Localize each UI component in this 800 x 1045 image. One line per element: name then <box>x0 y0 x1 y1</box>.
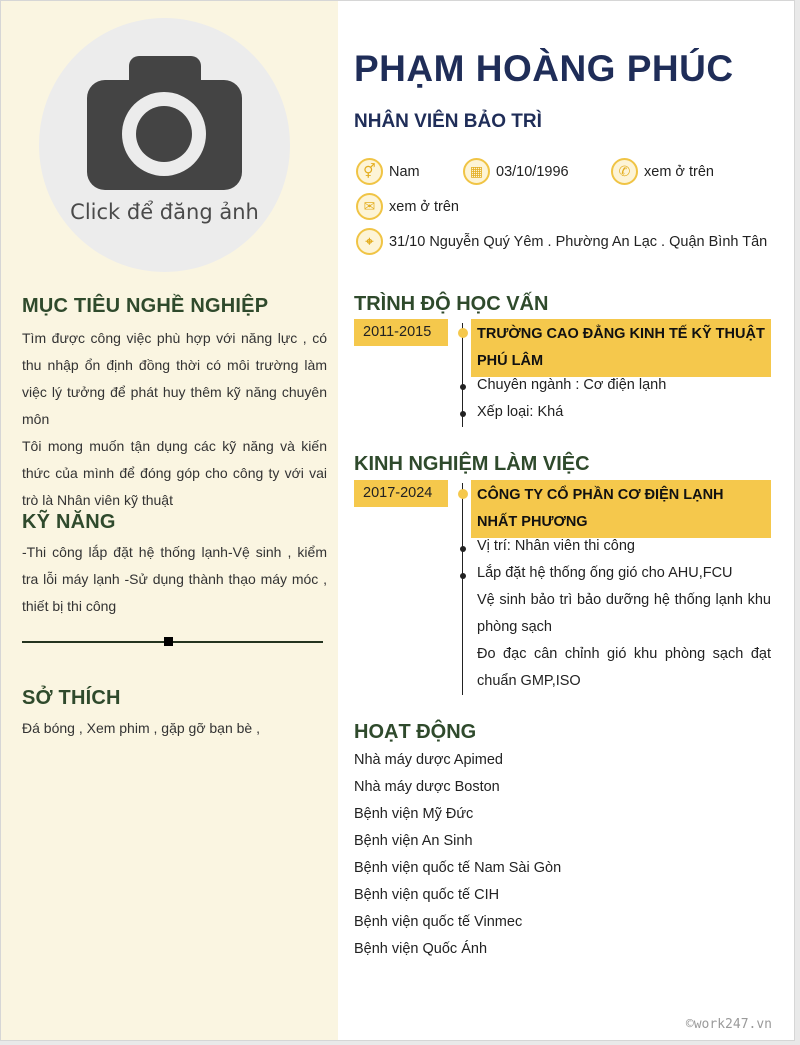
timeline-dot <box>458 489 468 499</box>
map-icon: ⌖ <box>356 228 383 255</box>
timeline-bullet <box>460 411 466 417</box>
phone-value: xem ở trên <box>644 163 714 180</box>
education-rank: Xếp loại: Khá <box>477 404 564 420</box>
photo-upload[interactable] <box>39 18 290 272</box>
objective-heading: MỤC TIÊU NGHỀ NGHIỆP <box>22 295 269 317</box>
watermark: ©work247.vn <box>685 1017 772 1032</box>
candidate-name: PHẠM HOÀNG PHÚC <box>354 48 734 89</box>
activity-item: Nhà máy dược Boston <box>354 779 500 795</box>
sidebar <box>1 1 338 1041</box>
experience-role: Vị trí: Nhân viên thi công <box>477 538 635 554</box>
activity-item: Nhà máy dược Apimed <box>354 752 503 768</box>
address-item <box>356 228 767 255</box>
camera-icon <box>87 54 242 190</box>
experience-duty: Vệ sinh bảo trì bảo dưỡng hệ thống lạnh khu phòng sạch <box>477 592 771 635</box>
timeline-bullet <box>460 546 466 552</box>
activity-item: Bệnh viện quốc tế Vinmec <box>354 914 523 930</box>
activities-heading: HOẠT ĐỘNG <box>354 721 477 743</box>
skills-text: -Thi công lắp đặt hệ thống lạnh-Vệ sinh , kiểm tra lỗi máy lạnh -Sử dụng thành thạo máy móc , thiết bị thi công <box>22 544 327 614</box>
experience-period: 2017-2024 <box>354 480 448 507</box>
phone-item <box>611 158 714 185</box>
envelope-icon: ✉ <box>356 193 383 220</box>
birthday-item <box>463 158 569 185</box>
education-major: Chuyên ngành : Cơ điện lạnh <box>477 377 667 393</box>
activity-item: Bệnh viện An Sinh <box>354 833 473 849</box>
gender-value: Nam <box>389 163 420 180</box>
divider-handle[interactable] <box>164 637 173 646</box>
timeline-bullet <box>460 573 466 579</box>
skills-heading: KỸ NĂNG <box>22 511 116 533</box>
address-value: 31/10 Nguyễn Quý Yêm . Phường An Lạc . Quận Bình Tân <box>389 233 768 250</box>
activity-item: Bệnh viện Mỹ Đức <box>354 806 474 822</box>
education-school: TRƯỜNG CAO ĐẲNG KINH TẾ KỸ THUẬT PHÚ LÂM <box>471 319 771 377</box>
email-item <box>356 193 459 220</box>
education-period: 2011-2015 <box>354 319 448 346</box>
objective-text: Tìm được công việc phù hợp với năng lực , có thu nhập ổn định đồng thời có môi trường làm việc lý tưởng để phát huy thêm kỹ năng chuyên môn Tôi mong muốn tận dụng các kỹ năng và kiến thức của mình để đóng góp cho công ty với vai trò là Nhân viên kỹ thuật <box>22 330 327 508</box>
email-value: xem ở trên <box>389 198 459 215</box>
cake-icon: ▦ <box>463 158 490 185</box>
photo-caption: Click để đăng ảnh <box>70 200 259 224</box>
birthday-value: 03/10/1996 <box>496 163 569 180</box>
activity-item: Bệnh viện Quốc Ánh <box>354 941 488 957</box>
timeline-bullet <box>460 384 466 390</box>
activity-item: Bệnh viện quốc tế Nam Sài Gòn <box>354 860 562 876</box>
experience-timeline <box>462 483 463 695</box>
gender-icon: ⚥ <box>356 158 383 185</box>
experience-duty: Đo đạc cân chỉnh gió khu phòng sạch đạt chuẩn GMP,ISO <box>477 646 771 689</box>
hobbies-heading: SỞ THÍCH <box>22 687 121 709</box>
gender-item <box>356 158 420 185</box>
education-heading: TRÌNH ĐỘ HỌC VẤN <box>354 293 549 315</box>
activity-item: Bệnh viện quốc tế CIH <box>354 887 500 903</box>
experience-company: CÔNG TY CỔ PHẦN CƠ ĐIỆN LẠNH NHẤT PHƯƠNG <box>471 480 771 538</box>
job-title: NHÂN VIÊN BẢO TRÌ <box>354 111 542 132</box>
timeline-dot <box>458 328 468 338</box>
experience-heading: KINH NGHIỆM LÀM VIỆC <box>354 453 590 475</box>
hobbies-text: Đá bóng , Xem phim , gặp gỡ bạn bè , <box>22 720 260 736</box>
phone-icon: ✆ <box>611 158 638 185</box>
experience-duty: Lắp đặt hệ thống ống gió cho AHU,FCU <box>477 565 733 581</box>
